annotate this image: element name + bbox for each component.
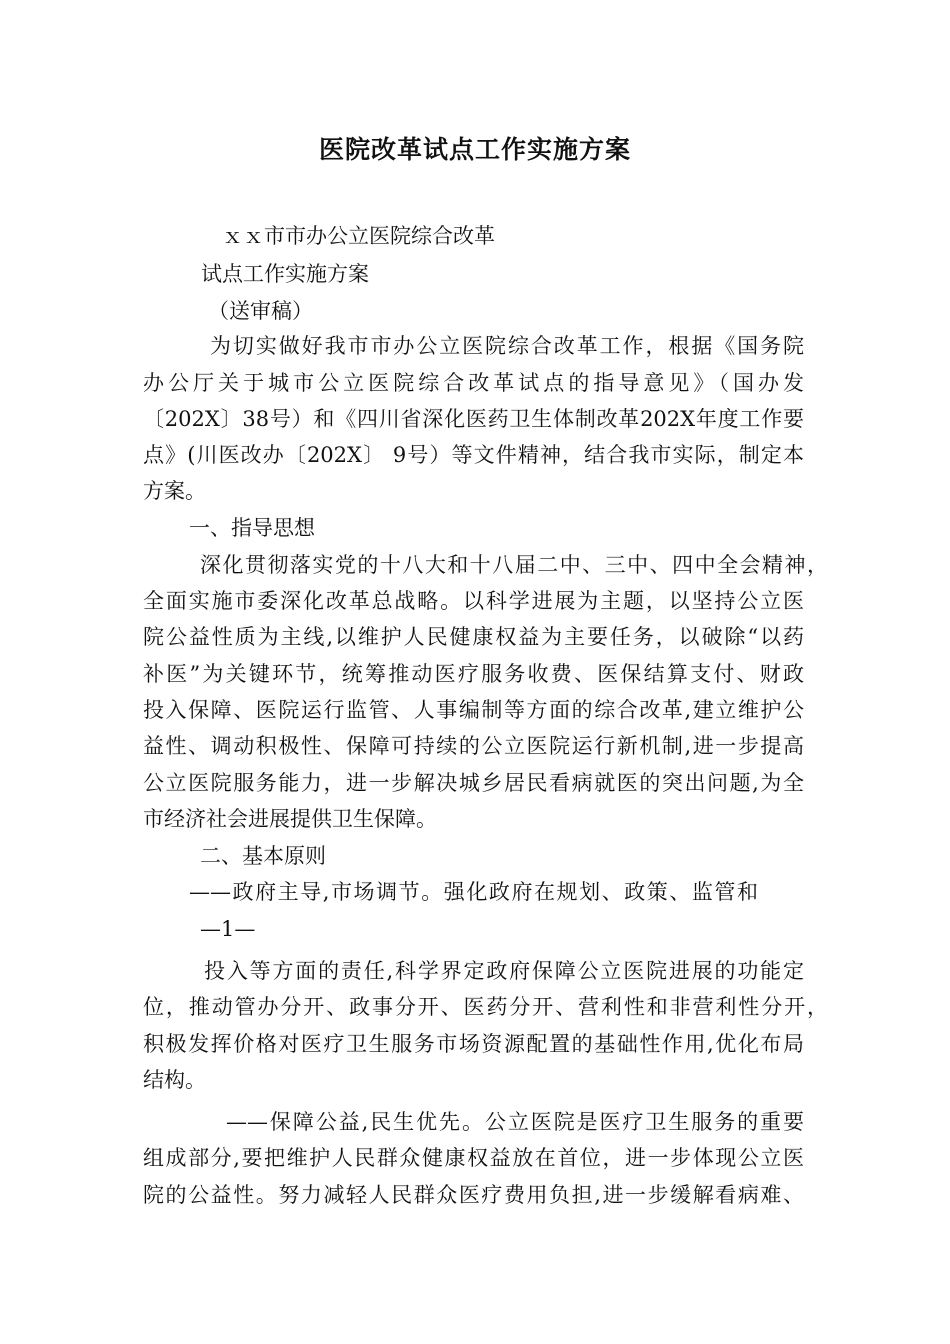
text-line: 院公益性质为主线,以维护人民健康权益为主要任务，以破除“以药 xyxy=(143,625,804,649)
text-line: 方案。 xyxy=(143,479,206,503)
text-line: 积极发挥价格对医疗卫生服务市场资源配置的基础性作用,优化布局 xyxy=(143,1032,804,1056)
text-line: 投入等方面的责任,科学界定政府保障公立医院进展的功能定 xyxy=(204,959,804,983)
text-line: 组成部分,要把维护人民群众健康权益放在首位，进一步体现公立医 xyxy=(143,1146,804,1170)
text-line: 益性、调动积极性、保障可持续的公立医院运行新机制,进一步提高 xyxy=(143,734,804,758)
text-line: 〔202X〕38号）和《四川省深化医药卫生体制改革202X年度工作要 xyxy=(143,407,804,431)
text-line: （送审稿） xyxy=(208,299,313,323)
text-line: 位，推动管办分开、政事分开、医药分开、营利性和非营利性分开， xyxy=(143,995,828,1019)
text-line: 补医”为关键环节，统筹推动医疗服务收费、医保结算支付、财政 xyxy=(143,662,804,686)
document-title: 医院改革试点工作实施方案 xyxy=(318,135,631,164)
text-line: 为切实做好我市市办公立医院综合改革工作，根据《国务院 xyxy=(210,334,804,358)
text-line: 试点工作实施方案 xyxy=(201,262,369,286)
text-line: 二、基本原则 xyxy=(200,844,326,868)
text-line: 公立医院服务能力，进一步解决城乡居民看病就医的突出问题,为全 xyxy=(143,771,804,795)
text-line: ——政府主导,市场调节。强化政府在规划、政策、监管和 xyxy=(189,880,758,904)
text-line: —1— xyxy=(200,917,256,941)
text-line: 深化贯彻落实党的十八大和十八届二中、三中、四中全会精神， xyxy=(200,553,828,577)
text-line: 一、指导思想 xyxy=(189,516,315,540)
text-line: ｘｘ市市办公立医院综合改革 xyxy=(222,224,495,248)
text-line: 点》(川医改办〔202X〕 9号）等文件精神，结合我市实际，制定本 xyxy=(143,443,804,467)
text-line: 投入保障、医院运行监管、人事编制等方面的综合改革,建立维护公 xyxy=(143,698,804,722)
text-line: 办公厅关于城市公立医院综合改革试点的指导意见》（国办发 xyxy=(143,371,804,395)
text-line: 全面实施市委深化改革总战略。以科学进展为主题，以坚持公立医 xyxy=(143,589,804,613)
text-line: 结构。 xyxy=(143,1068,206,1092)
text-line: 市经济社会进展提供卫生保障。 xyxy=(143,807,437,831)
text-line: 院的公益性。努力减轻人民群众医疗费用负担,进一步缓解看病难、 xyxy=(143,1183,804,1207)
text-line: ——保障公益,民生优先。公立医院是医疗卫生服务的重要 xyxy=(226,1110,804,1134)
